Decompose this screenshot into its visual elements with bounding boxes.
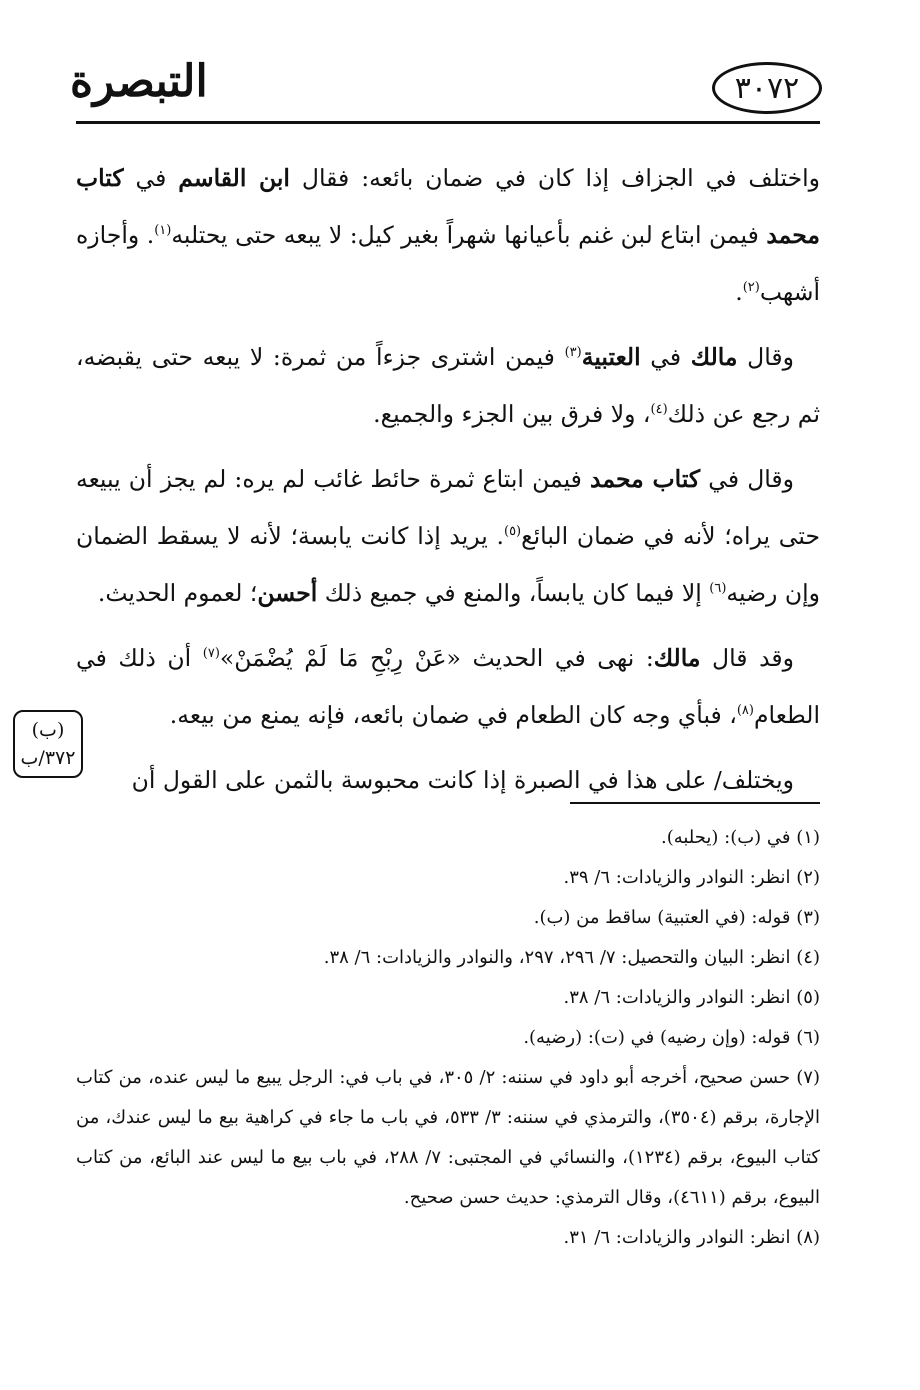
footnote-ref-1[interactable]: (١) [154, 223, 172, 239]
footnote-7 [76, 1058, 820, 1218]
manuscript-margin-note [13, 710, 83, 778]
footnote-text: انظر: البيان والتحصيل: ٧/ ٢٩٦، ٢٩٧، والنوادر والزيادات: ٦/ ٣٨. [323, 947, 791, 968]
text-run: فيمن ابتاع لبن غنم بأعيانها شهراً بغير كيل: لا يبعه حتى يحتلبه [171, 221, 767, 249]
footnote-number: (١) [796, 827, 820, 848]
text-run: وقال [737, 343, 794, 371]
footnote-number: (٤) [796, 947, 820, 968]
text-run: : نهى في الحديث «عَنْ رِبْحِ مَا لَمْ يُضْمَنْ» [219, 644, 654, 672]
footnote-ref-3[interactable]: (٣) [564, 345, 582, 361]
paragraph-5 [76, 752, 820, 809]
bold-term: كتاب محمد [590, 465, 701, 493]
footnote-text: قوله: (وإن رضيه) في (ت): (رضيه). [523, 1027, 791, 1048]
text-run: فيمن ابتاع ثمرة حائط غائب لم يره: لم يجز أن يبيعه حتى يراه؛ لأنه في ضمان البائع [76, 465, 820, 550]
footnote-8 [76, 1218, 820, 1258]
footnote-5 [76, 978, 820, 1018]
footnote-ref-2[interactable]: (٢) [742, 280, 760, 296]
paragraph-4 [76, 630, 820, 744]
book-title-logo [70, 56, 208, 122]
bold-term: مالك [653, 644, 701, 672]
bold-term: العتبية [581, 343, 641, 371]
footnote-text: في (ب): (يحلبه). [660, 827, 791, 848]
text-run: فيمن اشترى جزءاً من ثمرة: لا يبعه حتى يقبضه، ثم رجع عن ذلك [76, 343, 820, 428]
book-title: التبصرة [70, 56, 208, 107]
bold-term: أحسن [257, 579, 318, 607]
text-run: . يريد إذا كانت يابسة؛ لأنه لا يسقط الضمان وإن رضيه [76, 522, 820, 607]
bold-term: مالك [690, 343, 738, 371]
paragraph-2 [76, 329, 820, 443]
footnote-ref-4[interactable]: (٤) [650, 402, 668, 418]
margin-note-line-2: ٣٧٢/ب [20, 747, 76, 769]
footnote-text: حسن صحيح، أخرجه أبو داود في سننه: ٢/ ٣٠٥، في باب في: الرجل يبيع ما ليس عنده، من كتاب الإجارة، برقم (٣٥٠٤)، والترمذي في سننه: ٣/ ٥٣٣، في باب ما جاء في كراهية بيع ما ليس عندك، من كتاب البيوع، برقم (١٢٣٤)، والنسائي في المجتبى: ٧/ ٢٨٨، في باب بيع ما ليس عند البائع، من كتاب البيوع، برقم (٤٦١١)، وقال الترمذي: حديث حسن صحيح. [76, 1067, 820, 1208]
paragraph-3 [76, 451, 820, 622]
footnotes [76, 818, 820, 1258]
footnote-3 [76, 898, 820, 938]
text-run: ، فبأي وجه كان الطعام في ضمان بائعه، فإنه يمنع من بيعه. [169, 701, 737, 729]
footnote-6 [76, 1018, 820, 1058]
text-run: . وأجازه أشهب [76, 221, 820, 306]
text-run: ، ولا فرق بين الجزء والجميع. [373, 400, 651, 428]
text-run: ويختلف/ على هذا في الصبرة إذا كانت محبوسة بالثمن على القول أن [131, 766, 794, 794]
footnote-text: انظر: النوادر والزيادات: ٦/ ٣٨. [563, 987, 791, 1008]
text-run: واختلف في الجزاف إذا كان في ضمان بائعه: فقال [289, 164, 820, 192]
footnote-text: انظر: النوادر والزيادات: ٦/ ٣١. [563, 1227, 791, 1248]
footnote-number: (٦) [796, 1027, 820, 1048]
text-run: في [640, 343, 691, 371]
footnote-text: قوله: (في العتبية) ساقط من (ب). [533, 907, 791, 928]
footnote-2 [76, 858, 820, 898]
page-number-badge [712, 62, 822, 114]
main-text [76, 150, 820, 817]
footnote-text: انظر: النوادر والزيادات: ٦/ ٣٩. [563, 867, 791, 888]
text-run: وقال في [700, 465, 795, 493]
footnote-separator [570, 802, 820, 804]
footnote-ref-6[interactable]: (٦) [709, 581, 727, 597]
footnote-ref-5[interactable]: (٥) [503, 524, 522, 540]
page-number: ٣٠٧٢ [734, 71, 800, 106]
text-run: وقد قال [700, 644, 794, 672]
text-run: إلا فيما كان يابساً، والمنع في جميع ذلك [317, 579, 710, 607]
paragraph-1 [76, 150, 820, 321]
footnote-4 [76, 938, 820, 978]
bold-term: ابن القاسم [178, 164, 290, 192]
text-run: ؛ لعموم الحديث. [97, 579, 258, 607]
footnote-ref-7[interactable]: (٧) [202, 646, 220, 662]
footnote-number: (٨) [796, 1227, 820, 1248]
footnote-number: (٣) [796, 907, 820, 928]
text-run: في [123, 164, 179, 192]
header-rule [76, 121, 820, 124]
margin-note-line-1: (ب) [31, 719, 65, 741]
footnote-ref-8[interactable]: (٨) [736, 703, 754, 719]
footnote-number: (٢) [796, 867, 820, 888]
bold-term: كتاب محمد [76, 164, 821, 249]
text-run: أن ذلك في الطعام [76, 644, 820, 729]
text-run: . [735, 278, 743, 306]
footnote-number: (٥) [796, 987, 820, 1008]
footnote-1 [76, 818, 820, 858]
footnote-number: (٧) [796, 1067, 820, 1088]
